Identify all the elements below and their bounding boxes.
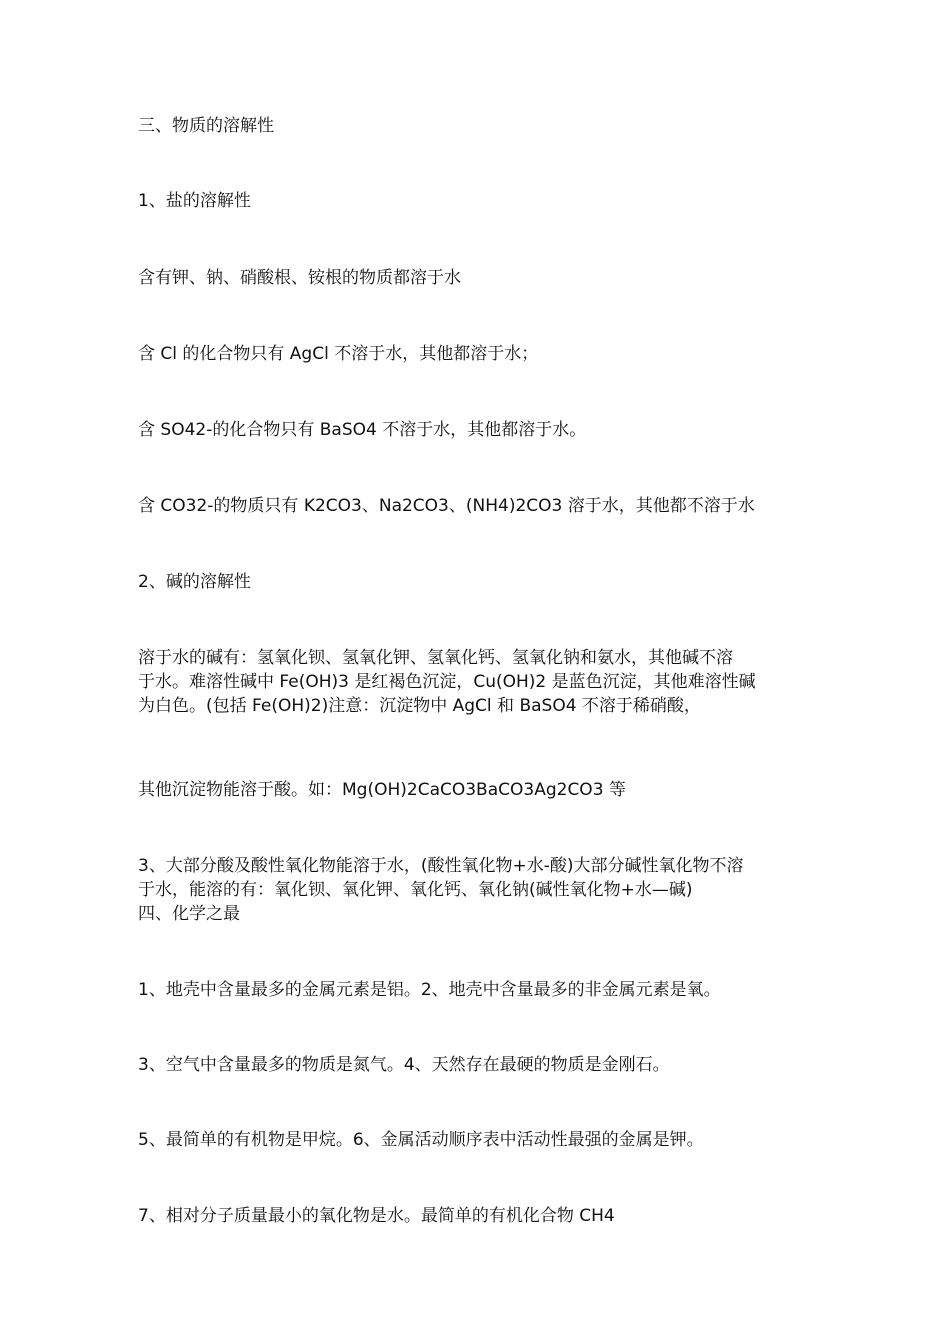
chemistry-superlatives-line-3: 5、最简单的有机物是甲烷。6、金属活动顺序表中活动性最强的金属是钾。 <box>138 1130 704 1150</box>
base-solubility-paragraph <box>138 646 818 718</box>
chemistry-superlatives-line-1: 1、地壳中含量最多的金属元素是铝。2、地壳中含量最多的非金属元素是氧。 <box>138 980 721 1000</box>
oxide-solubility-paragraph <box>138 854 818 926</box>
base-paragraph-line-2: 于水。难溶性碱中 Fe(OH)3 是红褐色沉淀，Cu(OH)2 是蓝色沉淀，其他难溶性碱 <box>138 672 756 692</box>
salt-solubility-line-4: 含 CO32-的物质只有 K2CO3、Na2CO3、(NH4)2CO3 溶于水，其他都不溶于水 <box>138 496 755 516</box>
salt-solubility-line-3: 含 SO42-的化合物只有 BaSO4 不溶于水，其他都溶于水。 <box>138 420 587 440</box>
base-paragraph-line-3: 为白色。(包括 Fe(OH)2)注意：沉淀物中 AgCl 和 BaSO4 不溶于稀硝酸， <box>138 696 701 716</box>
oxide-paragraph-line-1: 3、大部分酸及酸性氧化物能溶于水，(酸性氧化物+水-酸)大部分碱性氧化物不溶 <box>138 856 744 876</box>
oxide-paragraph-line-2: 于水，能溶的有：氧化钡、氧化钾、氧化钙、氧化钠(碱性氧化物+水—碱) <box>138 880 693 900</box>
subsection-1-title: 1、盐的溶解性 <box>138 191 251 211</box>
chemistry-superlatives-line-4: 7、相对分子质量最小的氧化物是水。最简单的有机化合物 CH4 <box>138 1206 615 1226</box>
subsection-2-title: 2、碱的溶解性 <box>138 572 251 592</box>
section-4-title: 四、化学之最 <box>138 904 240 924</box>
salt-solubility-line-1: 含有钾、钠、硝酸根、铵根的物质都溶于水 <box>138 268 461 288</box>
chemistry-superlatives-line-2: 3、空气中含量最多的物质是氮气。4、天然存在最硬的物质是金刚石。 <box>138 1055 670 1075</box>
other-precipitates-line: 其他沉淀物能溶于酸。如：Mg(OH)2CaCO3BaCO3Ag2CO3 等 <box>138 780 626 800</box>
base-paragraph-line-1: 溶于水的碱有：氢氧化钡、氢氧化钾、氢氧化钙、氢氧化钠和氨水，其他碱不溶 <box>138 648 733 668</box>
salt-solubility-line-2: 含 Cl 的化合物只有 AgCl 不溶于水，其他都溶于水； <box>138 344 539 364</box>
section-3-title: 三、物质的溶解性 <box>138 116 274 136</box>
